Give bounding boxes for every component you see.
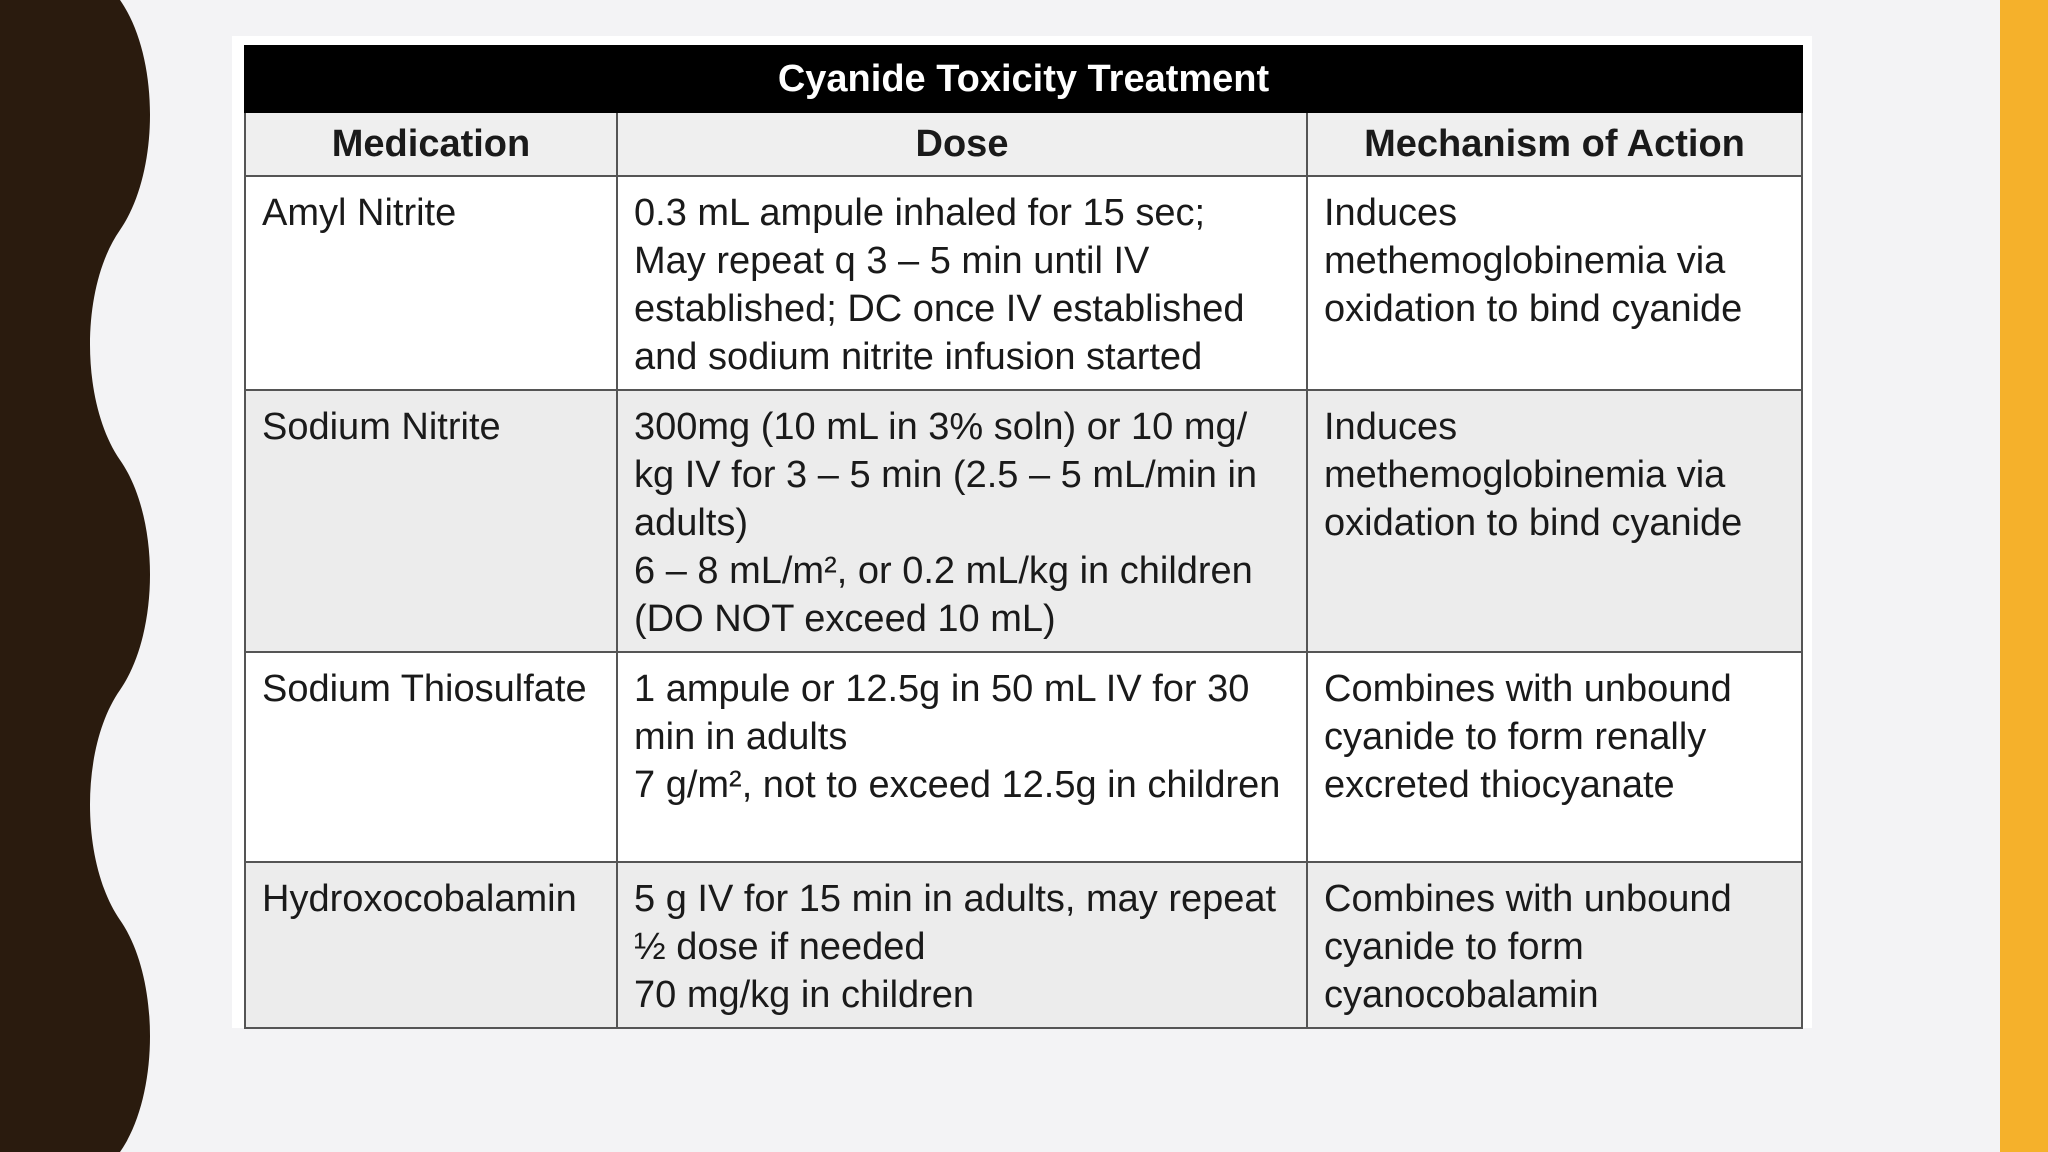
mechanism-cell: Combines with unbound cyanide to form renally excreted thiocyanate — [1307, 652, 1802, 862]
table-row — [245, 652, 1802, 862]
medication-cell: Sodium Thiosulfate — [245, 652, 617, 862]
column-header-medication: Medication — [245, 112, 617, 176]
dose-cell: 1 ampule or 12.5g in 50 mL IV for 30 min in adults 7 g/m², not to exceed 12.5g in children — [617, 652, 1307, 862]
mechanism-cell: Combines with unbound cyanide to form cyanocobalamin — [1307, 862, 1802, 1028]
table-title: Cyanide Toxicity Treatment — [245, 46, 1802, 112]
right-accent-bar — [2000, 0, 2048, 1152]
dose-cell: 5 g IV for 15 min in adults, may repeat ½ dose if needed 70 mg/kg in children — [617, 862, 1307, 1028]
table-card — [232, 36, 1812, 1028]
dose-cell: 300mg (10 mL in 3% soln) or 10 mg/ kg IV for 3 – 5 min (2.5 – 5 mL/min in adults) 6 – 8 mL/m², or 0.2 mL/kg in children (DO NOT exceed 10 mL) — [617, 390, 1307, 652]
table-title-row — [245, 46, 1802, 112]
cyanide-treatment-table — [244, 45, 1803, 1029]
mechanism-cell: Induces methemoglobinemia via oxidation to bind cyanide — [1307, 390, 1802, 652]
dose-cell: 0.3 mL ampule inhaled for 15 sec; May repeat q 3 – 5 min until IV established; DC once IV established and sodium nitrite infusion started — [617, 176, 1307, 390]
table-row — [245, 862, 1802, 1028]
medication-cell: Amyl Nitrite — [245, 176, 617, 390]
table-header-row — [245, 112, 1802, 176]
column-header-mechanism: Mechanism of Action — [1307, 112, 1802, 176]
table-row — [245, 390, 1802, 652]
wavy-edge-shape — [0, 0, 150, 1152]
medication-cell: Sodium Nitrite — [245, 390, 617, 652]
mechanism-cell: Induces methemoglobinemia via oxidation to bind cyanide — [1307, 176, 1802, 390]
column-header-dose: Dose — [617, 112, 1307, 176]
wavy-left-decoration — [0, 0, 160, 1152]
medication-cell: Hydroxocobalamin — [245, 862, 617, 1028]
table-row — [245, 176, 1802, 390]
